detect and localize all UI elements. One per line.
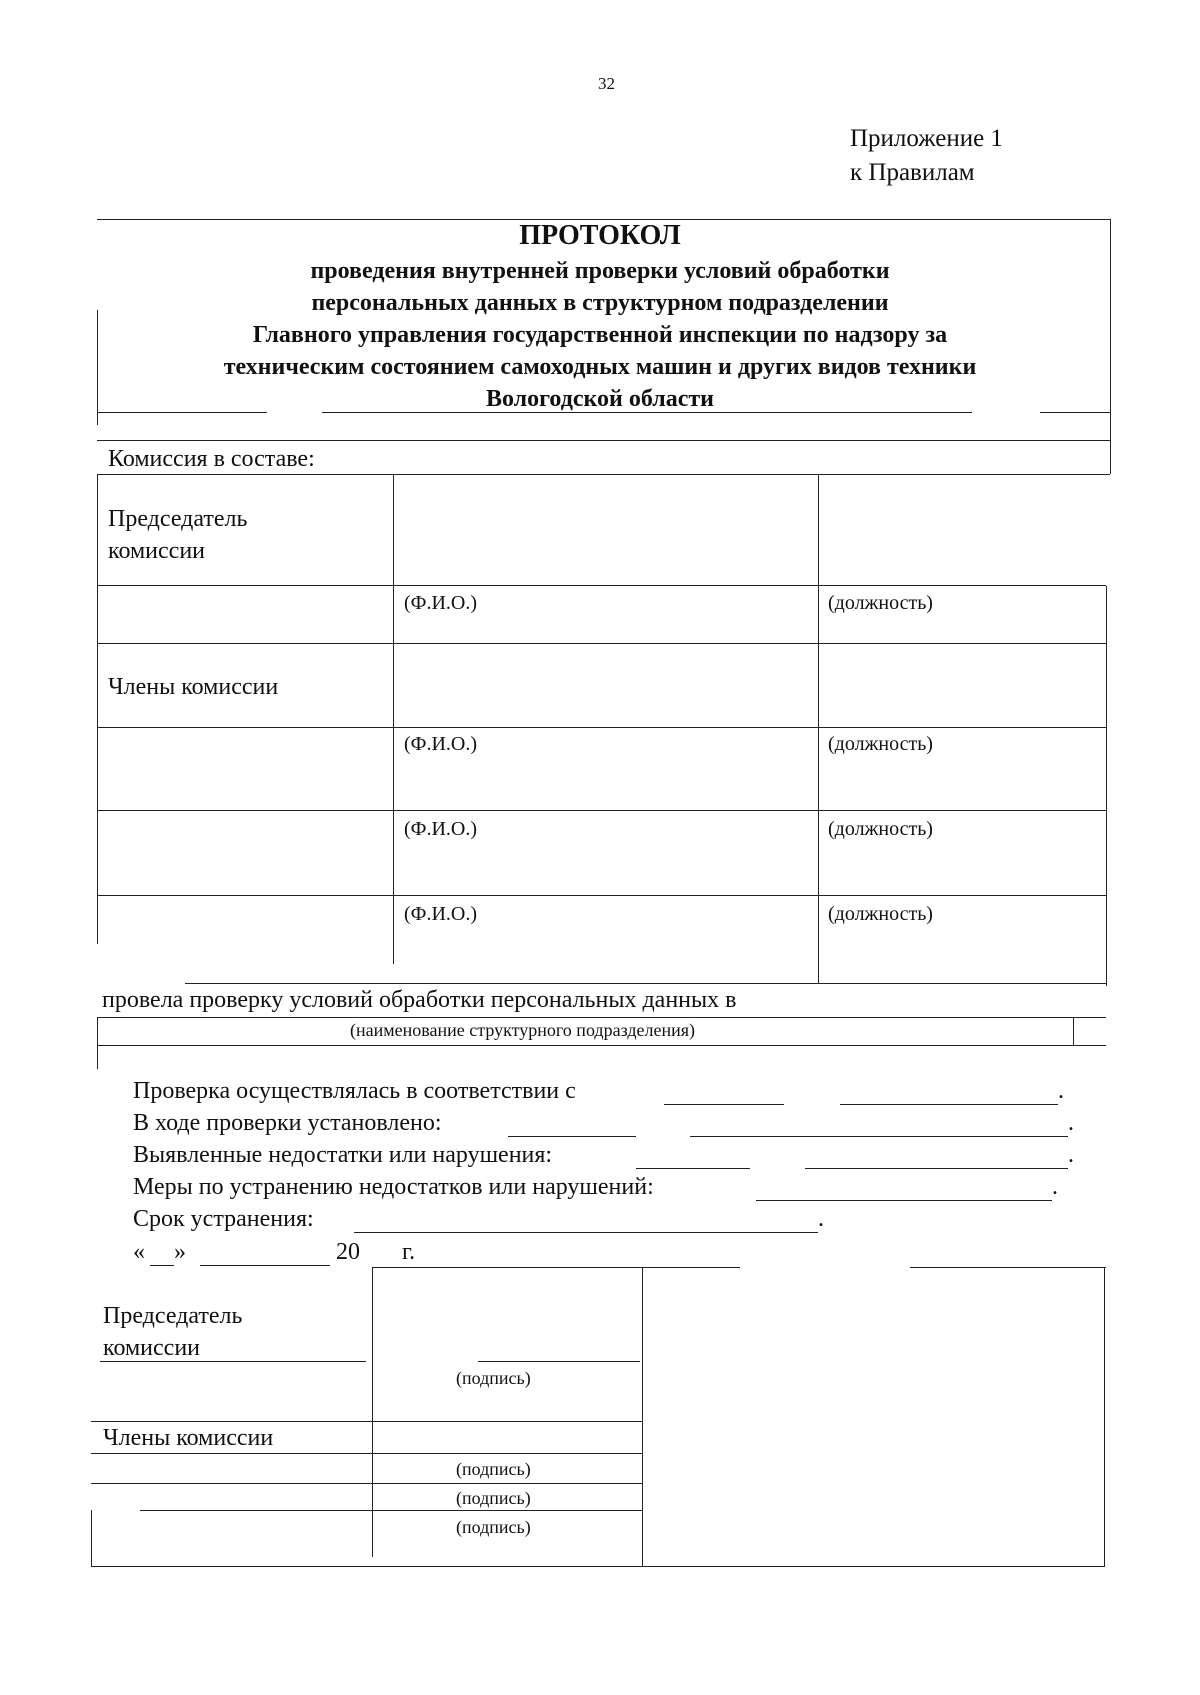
protocol-subtitle-line-1: проведения внутренней проверки условий обработки	[310, 258, 890, 284]
inspection-line-5: Срок устранения:	[133, 1206, 314, 1232]
sign-member-1-caption: (подпись)	[456, 1459, 531, 1479]
appendix-line-1: Приложение 1	[850, 125, 1003, 152]
sign-chairman-caption: (подпись)	[456, 1368, 531, 1388]
protocol-title: ПРОТОКОЛ	[519, 220, 681, 251]
appendix-line-2: к Правилам	[850, 159, 975, 186]
inspection-line-2: В ходе проверки установлено:	[133, 1110, 442, 1136]
sign-members-label: Члены комиссии	[103, 1425, 274, 1451]
inspection-line-4: Меры по устранению недостатков или нарушений:	[133, 1174, 654, 1200]
inspection-line-1: Проверка осуществлялась в соответствии с	[133, 1078, 576, 1104]
member-1-fio-caption: (Ф.И.О.)	[404, 733, 478, 755]
inspection-line-3: Выявленные недостатки или нарушения:	[133, 1142, 553, 1168]
protocol-subtitle-line-5: Вологодской области	[485, 386, 715, 412]
sign-member-3-caption: (подпись)	[456, 1517, 531, 1537]
sign-chairman-label-line-2: комиссии	[103, 1335, 201, 1361]
chairman-position-caption: (должность)	[828, 592, 933, 614]
protocol-subtitle-line-4: техническим состоянием самоходных машин и других видов техники	[223, 354, 977, 380]
page-number: 32	[598, 74, 615, 93]
sign-chairman-label-line-1: Председатель	[103, 1303, 243, 1329]
sign-member-2-caption: (подпись)	[456, 1488, 531, 1508]
commission-label: Комиссия в составе:	[108, 446, 315, 472]
members-label: Члены комиссии	[108, 674, 279, 700]
member-1-position-caption: (должность)	[828, 733, 933, 755]
chairman-label-line-1: Председатель	[108, 506, 248, 532]
member-2-position-caption: (должность)	[828, 818, 933, 840]
conducted-text: провела проверку условий обработки персональных данных в	[102, 987, 737, 1013]
chairman-label-line-2: комиссии	[108, 538, 206, 564]
date-open-quote: «	[133, 1239, 145, 1265]
date-year-prefix: 20	[336, 1239, 360, 1265]
member-3-position-caption: (должность)	[828, 903, 933, 925]
protocol-subtitle-line-2: персональных данных в структурном подразделении	[311, 290, 889, 316]
chairman-fio-caption: (Ф.И.О.)	[404, 592, 478, 614]
unit-name-caption: (наименование структурного подразделения)	[350, 1020, 696, 1040]
date-close-quote: »	[174, 1239, 186, 1265]
date-year-suffix: г.	[402, 1239, 416, 1265]
member-2-fio-caption: (Ф.И.О.)	[404, 818, 478, 840]
protocol-subtitle-line-3: Главного управления государственной инспекции по надзору за	[252, 322, 948, 348]
member-3-fio-caption: (Ф.И.О.)	[404, 903, 478, 925]
